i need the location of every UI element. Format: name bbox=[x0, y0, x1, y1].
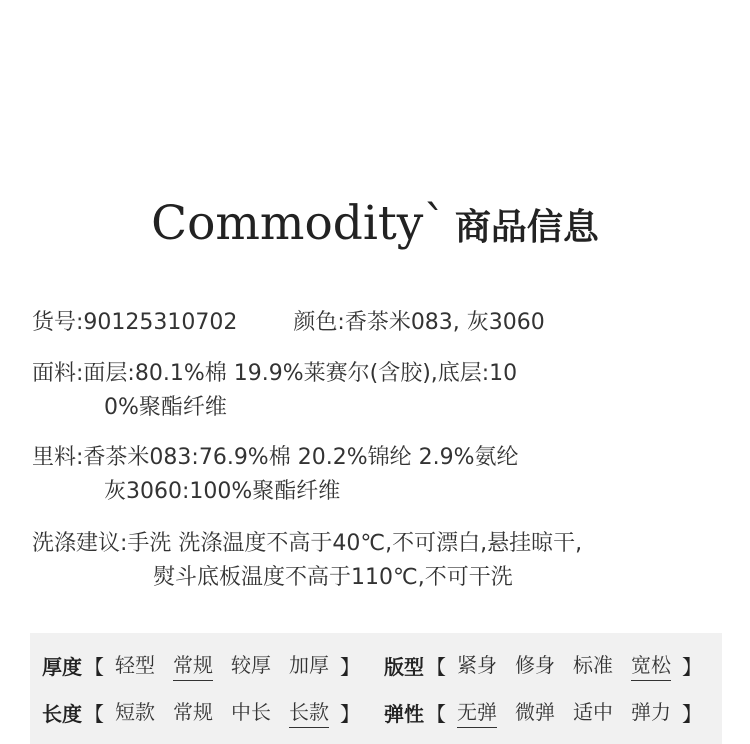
thickness-option: 较厚 bbox=[231, 653, 271, 677]
fabric-value-line1: 面层:80.1%棉 19.9%莱赛尔(含胶),底层:10 bbox=[83, 361, 518, 386]
fit-option: 紧身 bbox=[457, 653, 497, 677]
title-english: Commodity` bbox=[151, 196, 447, 251]
thickness-group bbox=[42, 649, 362, 681]
fit-group bbox=[384, 649, 704, 681]
thickness-option: 加厚 bbox=[289, 653, 329, 677]
wash-label: 洗涤建议: bbox=[32, 531, 128, 556]
title-chinese: 商品信息 bbox=[454, 207, 599, 248]
color-value: 香茶米083, 灰3060 bbox=[344, 310, 545, 335]
fit-option: 修身 bbox=[515, 653, 555, 677]
bracket-close: 】 bbox=[340, 654, 360, 679]
attribute-table bbox=[30, 633, 722, 744]
length-option: 短款 bbox=[115, 700, 155, 724]
fabric-label: 面料: bbox=[32, 361, 84, 386]
bracket-close: 】 bbox=[340, 701, 360, 726]
wash-value-line2: 熨斗底板温度不高于110℃,不可干洗 bbox=[153, 565, 513, 590]
lining-value-line2: 灰3060:100%聚酯纤维 bbox=[104, 479, 341, 504]
wash-row bbox=[32, 527, 720, 595]
bracket-open: 【 bbox=[84, 701, 104, 726]
fit-name: 版型 bbox=[384, 654, 424, 679]
fit-option: 宽松 bbox=[631, 649, 671, 681]
thickness-name: 厚度 bbox=[42, 654, 82, 679]
length-group bbox=[42, 696, 362, 728]
color-label: 颜色: bbox=[293, 310, 345, 335]
elasticity-option: 无弹 bbox=[457, 696, 497, 728]
elasticity-option: 微弹 bbox=[515, 700, 555, 724]
thickness-option: 轻型 bbox=[115, 653, 155, 677]
sku-value: 90125310702 bbox=[83, 310, 238, 335]
length-option: 长款 bbox=[289, 696, 329, 728]
bracket-close: 】 bbox=[682, 654, 702, 679]
length-option: 常规 bbox=[173, 700, 213, 724]
lining-label: 里料: bbox=[32, 445, 84, 470]
fabric-row bbox=[32, 357, 720, 425]
lining-row bbox=[32, 441, 720, 509]
sku-color-row bbox=[32, 306, 720, 340]
wash-value-line1: 手洗 洗涤温度不高于40℃,不可漂白,悬挂晾干, bbox=[127, 531, 583, 556]
length-option: 中长 bbox=[231, 700, 271, 724]
fit-option: 标准 bbox=[573, 653, 613, 677]
elasticity-name: 弹性 bbox=[384, 701, 424, 726]
bracket-open: 【 bbox=[426, 654, 446, 679]
elasticity-option: 适中 bbox=[573, 700, 613, 724]
section-title bbox=[0, 196, 750, 251]
bracket-open: 【 bbox=[84, 654, 104, 679]
attribute-line-2 bbox=[42, 694, 712, 730]
fabric-value-line2: 0%聚酯纤维 bbox=[104, 395, 227, 420]
bracket-close: 】 bbox=[682, 701, 702, 726]
lining-value-line1: 香茶米083:76.9%棉 20.2%锦纶 2.9%氨纶 bbox=[83, 445, 519, 470]
thickness-option: 常规 bbox=[173, 649, 213, 681]
attribute-line-1 bbox=[42, 647, 712, 683]
bracket-open: 【 bbox=[426, 701, 446, 726]
sku-label: 货号: bbox=[32, 310, 84, 335]
elasticity-option: 弹力 bbox=[631, 700, 671, 724]
length-name: 长度 bbox=[42, 701, 82, 726]
elasticity-group bbox=[384, 696, 704, 728]
